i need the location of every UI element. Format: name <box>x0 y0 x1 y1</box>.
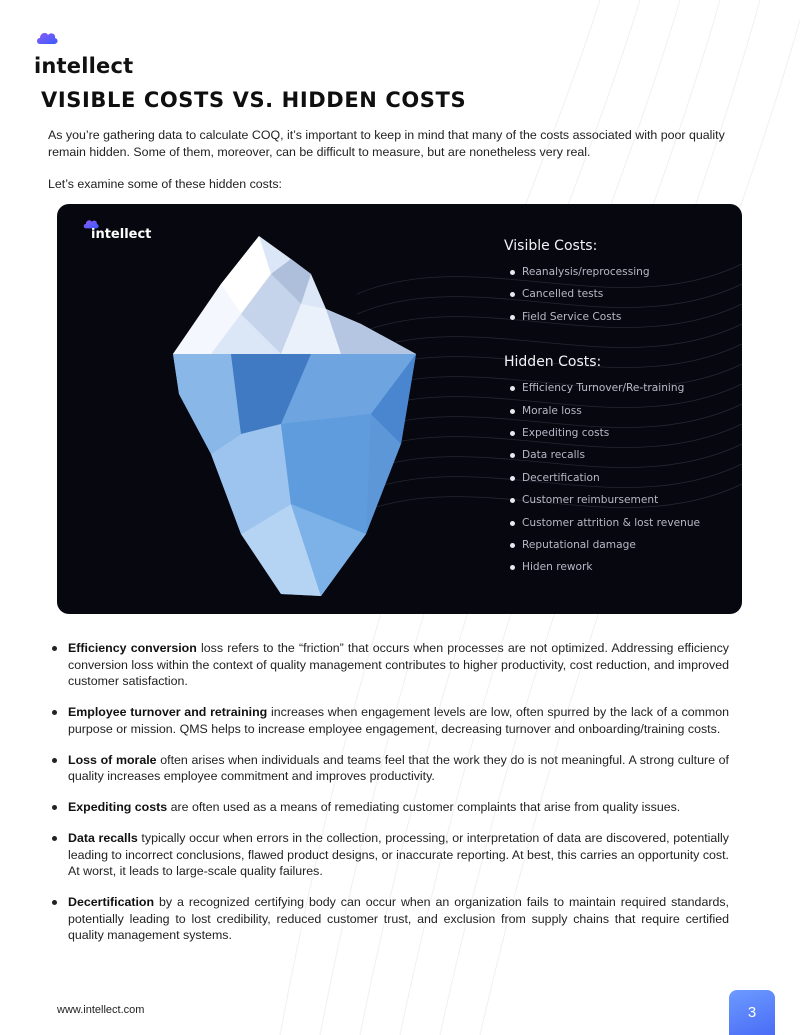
visible-costs-heading: Visible Costs: <box>504 238 598 254</box>
hidden-costs-bullets <box>48 640 729 958</box>
list-item: Efficiency Turnover/Re-training <box>504 377 734 399</box>
list-item: Reanalysis/reprocessing <box>504 261 734 283</box>
list-item: Morale loss <box>504 400 734 422</box>
bullet-text: by a recognized certifying body can occur when an organization fails to maintain required standards, potentially leading to lost credibility, reduced customer trust, and exclusion from supply chains that require certified quality management systems. <box>68 895 729 943</box>
bullet-term: Data recalls <box>68 830 138 845</box>
page-number-badge: 3 <box>729 990 775 1035</box>
list-item: Decertification <box>504 467 734 489</box>
bullet-term: Expediting costs <box>68 800 168 815</box>
footer-website-link[interactable]: www.intellect.com <box>57 1004 145 1016</box>
bullet-text: increases when engagement levels are low, often spurred by the lack of a common purpose or mission. QMS helps to increase employee engagement, decreasing turnover and onboarding/training costs. <box>68 705 730 736</box>
list-item: Reputational damage <box>504 534 734 556</box>
list-item: Hiden rework <box>504 556 734 578</box>
figure-logo <box>83 218 152 242</box>
list-item <box>48 640 729 690</box>
visible-costs-list <box>504 261 734 328</box>
list-item <box>48 704 729 737</box>
iceberg-figure <box>57 204 742 614</box>
hidden-costs-list <box>504 377 734 579</box>
list-item: Field Service Costs <box>504 306 734 328</box>
bullet-term: Employee turnover and retraining <box>68 705 268 720</box>
list-item: Customer reimbursement <box>504 489 734 511</box>
cloud-logo-icon <box>36 30 58 46</box>
bullet-text: loss refers to the “friction” that occurs when processes are not optimized. Addressing efficiency conversion loss within the context of quality management contributes to higher productivity, cost reduction, and improved customer satisfaction. <box>68 641 729 689</box>
bullet-text: typically occur when errors in the collection, processing, or interpretation of data are discovered, potentially leading to incorrect conclusions, flawed product designs, or inaccurate reporting. At best, this carries an opportunity cost. At worst, it leads to large-scale quality failures. <box>68 830 729 879</box>
intro-paragraph: As you’re gathering data to calculate COQ, it’s important to keep in mind that many of the costs associated with poor quality remain hidden. Some of them, moreover, can be difficult to measure, but are nonetheless very real. <box>48 128 725 159</box>
list-item: Data recalls <box>504 444 734 466</box>
list-item: Expediting costs <box>504 422 734 444</box>
hidden-costs-heading: Hidden Costs: <box>504 354 602 371</box>
iceberg-illustration <box>171 234 421 599</box>
page-title: VISIBLE COSTS VS. HIDDEN COSTS <box>41 88 467 112</box>
bullet-text: are often used as a means of remediating customer complaints that arise from quality issues. <box>167 800 681 815</box>
costs-panel <box>504 238 734 579</box>
list-item <box>48 752 729 785</box>
intro-lead-in: Let’s examine some of these hidden costs: <box>48 177 282 191</box>
bullet-text: often arises when individuals and teams feel that the work they do is not meaningful. A strong culture of quality increases employee commitment and improves productivity. <box>68 752 729 784</box>
bullet-term: Loss of morale <box>68 752 157 767</box>
brand-logo <box>34 30 133 78</box>
list-item: Cancelled tests <box>504 283 734 305</box>
list-item <box>48 894 729 944</box>
list-item <box>48 799 729 816</box>
list-item <box>48 830 729 880</box>
figure-logo-text: intellect <box>91 227 152 242</box>
bullet-term: Decertification <box>68 895 155 910</box>
bullet-term: Efficiency conversion <box>68 641 197 655</box>
brand-name: intellect <box>34 54 134 78</box>
list-item: Customer attrition & lost revenue <box>504 512 734 534</box>
